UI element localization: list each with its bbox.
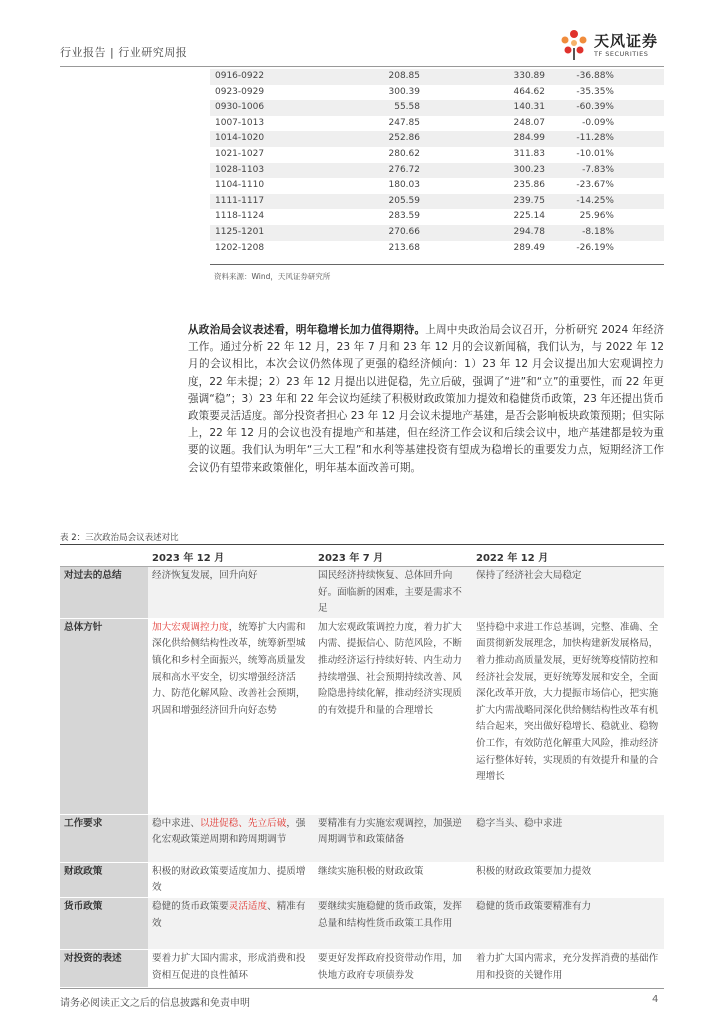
- highlight-text: 以进促稳、先立后破: [199, 817, 287, 829]
- table-row: [60, 567, 664, 619]
- table-row: [210, 69, 664, 85]
- cell-2023-dec: [148, 618, 314, 814]
- cell-2023-jul: 要继续实施稳健的货币政策，发挥总量和结构性货币政策工具作用: [314, 897, 472, 949]
- table-caption: 表 2：三次政治局会议表述对比: [60, 533, 179, 543]
- header-cell: 2023 年 12 月: [148, 546, 314, 567]
- table-source-note: 资料来源：Wind，天风证券研究所: [214, 272, 331, 281]
- paragraph-lead: 从政治局会议表述看，明年稳增长加力值得期待。: [188, 324, 426, 336]
- value-2023-cell: 208.85: [320, 69, 445, 85]
- value-2022-cell: 464.62: [513, 86, 545, 97]
- row-label: 总体方针: [60, 618, 148, 814]
- cell-2022-dec: 保持了经济社会大局稳定: [472, 567, 664, 619]
- week-range-cell: 1007-1013: [215, 117, 265, 128]
- row-label: 财政政策: [60, 862, 148, 897]
- value-2022-cell: 239.75: [445, 194, 570, 210]
- meeting-comparison-table: [60, 546, 664, 988]
- value-2022-cell: 311.83: [513, 148, 545, 159]
- highlight-text: 加大宏观调控力度: [152, 621, 229, 633]
- week-range-cell: 1202-1208: [215, 242, 265, 253]
- table-row: [210, 147, 664, 163]
- yoy-change-cell: -11.28%: [570, 131, 664, 147]
- week-range-cell: 1104-1110: [215, 180, 265, 191]
- table-row: [60, 949, 664, 987]
- company-logo: [554, 26, 664, 66]
- value-2023-cell: 300.39: [388, 86, 420, 97]
- value-2023-cell: 270.66: [320, 225, 445, 241]
- yoy-change-cell: -26.19%: [576, 242, 614, 253]
- table-row: [60, 814, 664, 862]
- table-row: [210, 163, 664, 179]
- weekly-data-table: [210, 69, 664, 256]
- yoy-change-cell: 25.96%: [579, 211, 614, 222]
- page-number: 4: [652, 994, 659, 1005]
- highlight-text: 灵活适度: [228, 900, 268, 912]
- analysis-paragraph: [188, 322, 664, 477]
- table-bottom-divider: [210, 264, 664, 265]
- cell-2023-dec: [148, 814, 314, 862]
- report-category: 行业报告 | 行业研究周报: [60, 46, 188, 59]
- cell-2023-jul: 要精准有力实施宏观调控，加强逆周期调节和政策储备: [314, 814, 472, 862]
- value-2023-cell: 213.68: [388, 242, 420, 253]
- cell-text: 稳中求进、: [152, 817, 200, 829]
- value-2022-cell: 284.99: [445, 131, 570, 147]
- value-2022-cell: 330.89: [445, 69, 570, 85]
- value-2023-cell: 252.86: [320, 131, 445, 147]
- table-row: [210, 85, 664, 101]
- week-range-cell: 1118-1124: [215, 211, 265, 222]
- week-range-cell: 1028-1103: [210, 163, 320, 179]
- table-row: [210, 241, 664, 257]
- cell-2023-jul: 要更好发挥政府投资带动作用，加快地方政府专项债券发: [314, 949, 472, 987]
- cell-2023-dec: 经济恢复发展，回升向好: [148, 567, 314, 619]
- row-label: 对过去的总结: [60, 567, 148, 619]
- cell-2023-dec: 积极的财政政策要适度加力、提质增效: [148, 862, 314, 897]
- table-header-row: [60, 546, 664, 567]
- week-range-cell: 1014-1020: [210, 131, 320, 147]
- week-range-cell: 1125-1201: [210, 225, 320, 241]
- row-label: 工作要求: [60, 814, 148, 862]
- footer-disclaimer: 请务必阅读正文之后的信息披露和免责申明: [60, 998, 250, 1009]
- yoy-change-cell: -14.25%: [570, 194, 664, 210]
- value-2023-cell: 283.59: [388, 211, 420, 222]
- value-2023-cell: 55.58: [320, 100, 445, 116]
- cell-2022-dec: 着力扩大国内需求，充分发挥消费的基础作用和投资的关键作用: [472, 949, 664, 987]
- week-range-cell: 0923-0929: [215, 86, 265, 97]
- header-divider: [60, 66, 664, 67]
- value-2022-cell: 225.14: [513, 211, 545, 222]
- header-cell: 2023 年 7 月: [314, 546, 472, 567]
- yoy-change-cell: -35.35%: [576, 86, 614, 97]
- cell-text: ，统筹扩大内需和深化供给侧结构性改革，统筹新型城镇化和乡村全面振兴，统筹高质量发展和高水平安全，切实增强经济活力、防范化解风险、改善社会预期，巩固和增强经济回升向好态势: [152, 621, 306, 716]
- value-2023-cell: 180.03: [388, 180, 420, 191]
- table-row: [60, 618, 664, 814]
- yoy-change-cell: -60.39%: [570, 100, 664, 116]
- cell-text: ，强化宏观政策逆周期和跨周期调节: [152, 817, 306, 846]
- row-label: 对投资的表述: [60, 949, 148, 987]
- cell-2023-jul: 继续实施积极的财政政策: [314, 862, 472, 897]
- value-2023-cell: 276.72: [320, 163, 445, 179]
- value-2023-cell: 205.59: [320, 194, 445, 210]
- cell-2022-dec: 稳健的货币政策要精准有力: [472, 897, 664, 949]
- table-row: [210, 225, 664, 241]
- yoy-change-cell: -23.67%: [576, 180, 614, 191]
- yoy-change-cell: -7.83%: [570, 163, 664, 179]
- table-row: [210, 209, 664, 225]
- cell-text: 稳健的货币政策要: [152, 900, 229, 912]
- row-label: 货币政策: [60, 897, 148, 949]
- table-row: [210, 178, 664, 194]
- caption-divider: [60, 544, 664, 545]
- week-range-cell: 1021-1027: [215, 148, 265, 159]
- value-2023-cell: 280.62: [388, 148, 420, 159]
- table-row: [210, 100, 664, 116]
- yoy-change-cell: -8.18%: [570, 225, 664, 241]
- value-2022-cell: 248.07: [513, 117, 545, 128]
- value-2022-cell: 300.23: [445, 163, 570, 179]
- table-row: [210, 194, 664, 210]
- footer-divider: [60, 988, 664, 989]
- logo-text-cn: 天风证券: [594, 32, 659, 50]
- yoy-change-cell: -36.88%: [570, 69, 664, 85]
- cell-text: 、精准有效: [152, 900, 306, 929]
- cell-2023-dec: [148, 897, 314, 949]
- header-cell: [60, 546, 148, 567]
- page-header: [60, 32, 664, 64]
- yoy-change-cell: -0.09%: [582, 117, 614, 128]
- value-2022-cell: 140.31: [445, 100, 570, 116]
- table-row: [210, 131, 664, 147]
- week-range-cell: 0916-0922: [210, 69, 320, 85]
- yoy-change-cell: -10.01%: [576, 148, 614, 159]
- cell-2022-dec: 稳字当头、稳中求进: [472, 814, 664, 862]
- logo-text-en: TF SECURITIES: [594, 50, 649, 58]
- cell-2023-dec: 要着力扩大国内需求，形成消费和投资相互促进的良性循环: [148, 949, 314, 987]
- value-2022-cell: 235.86: [513, 180, 545, 191]
- cell-2022-dec: 坚持稳中求进工作总基调，完整、准确、全面贯彻新发展理念，加快构建新发展格局，着力推动高质量发展，更好统筹疫情防控和经济社会发展，更好统筹发展和安全，全面深化改革开放，大力提振市场信心，把实施扩大内需战略同深化供给侧结构性改革有机结合起来，突出做好稳增长、稳就业、稳物价工作，有效防范化解重大风险，推动经济运行整体好转，实现质的有效提升和量的合理增长: [472, 618, 664, 814]
- table-row: [210, 116, 664, 132]
- cell-2023-jul: 国民经济持续恢复、总体回升向好。面临新的困难，主要是需求不足: [314, 567, 472, 619]
- value-2022-cell: 294.78: [445, 225, 570, 241]
- logo-flower-icon: [554, 28, 594, 62]
- week-range-cell: 0930-1006: [210, 100, 320, 116]
- value-2022-cell: 289.49: [513, 242, 545, 253]
- week-range-cell: 1111-1117: [210, 194, 320, 210]
- value-2023-cell: 247.85: [388, 117, 420, 128]
- table-row: [60, 862, 664, 897]
- cell-2022-dec: 积极的财政政策要加力提效: [472, 862, 664, 897]
- cell-2023-jul: 加大宏观政策调控力度，着力扩大内需、提振信心、防范风险，不断推动经济运行持续好转、内生动力持续增强、社会预期持续改善、风险隐患持续化解，推动经济实现质的有效提升和量的合理增长: [314, 618, 472, 814]
- header-cell: 2022 年 12 月: [472, 546, 664, 567]
- table-row: [60, 897, 664, 949]
- paragraph-body: 上周中央政治局会议召开，分析研究 2024 年经济工作。通过分析 22 年 12 月，23 年 7 月和 23 年 12 月的会议新闻稿，我们认为，与 2022 年 12 月的会议相比，本次会议仍然体现了更强的稳经济倾向：1）23 年 12 月会议提出加大宏观调控力度，22 年未提；2）23 年 12 月提出以进促稳，先立后破，强调了“进”和“立”的重要性，而 22 年更强调“稳”；3）23 年和 22 年会议均延续了积极财政政策加力提效和稳健货币政策，23 年还提出货币政策要灵活适度。部分投资者担心 23 年 12 月会议未提地产基建，是否会影响板块政策预期；但实际上，22 年 12 月的会议也没有提地产和基建，但在经济工作会议和后续会议中，地产基建都是较为重要的议题。我们认为明年“三大工程”和水利等基建投资有望成为稳增长的重要发力点，短期经济工作会议仍有望带来政策催化，明年基本面改善可期。: [188, 324, 664, 474]
